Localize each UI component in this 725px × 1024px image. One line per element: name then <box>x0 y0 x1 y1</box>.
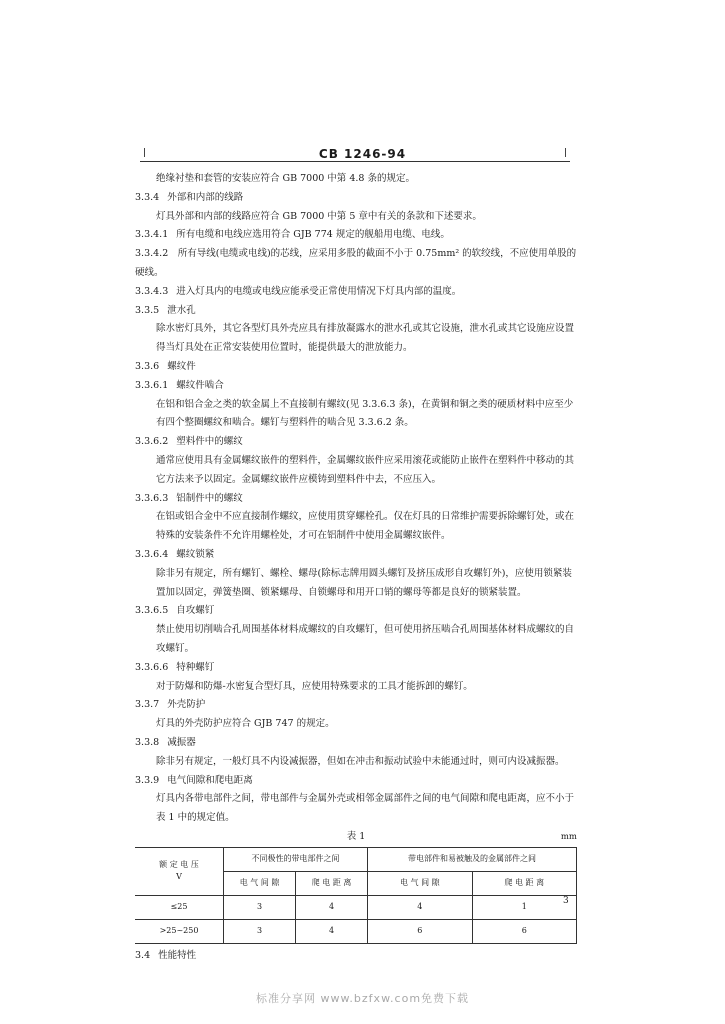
value-cell: 6 <box>472 919 576 943</box>
paragraph: 除水密灯具外，其它各型灯具外壳应具有排放凝露水的泄水孔或其它设施，泄水孔或其它设施应设置得当灯具处在正常安装使用位置时，能提供最大的泄放能力。 <box>156 323 575 354</box>
section-title: 减振器 <box>167 736 196 748</box>
paragraph: 对于防爆和防爆-水密复合型灯具，应使用特殊要求的工具才能拆卸的螺钉。 <box>156 680 473 692</box>
section-number: 3.3.6.2 <box>135 436 169 448</box>
section-heading <box>135 377 577 396</box>
section-heading <box>135 772 577 791</box>
text-lines <box>135 170 577 828</box>
header-tick-mark <box>144 148 145 157</box>
header-rule <box>140 161 570 162</box>
value-cell: 6 <box>368 919 472 943</box>
paragraph: 灯具的外壳防护应符合 GJB 747 的规定。 <box>156 718 335 730</box>
section-title: 螺纹锁紧 <box>176 548 215 560</box>
voltage-cell: >25~250 <box>135 919 224 943</box>
section-heading <box>135 659 577 678</box>
section-title: 所有电缆和电线应选用符合 GJB 774 规定的舰船用电缆、电线。 <box>176 229 450 241</box>
value-cell: 4 <box>296 919 368 943</box>
site-watermark: 标准分享网 www.bzfxw.com免费下载 <box>255 992 470 1005</box>
table-unit: mm <box>560 831 577 842</box>
paragraph: 在铝和铝合金之类的软金属上不直接制有螺纹(见 3.3.6.3 条)，在黄铜和铜之类的硬质材料中应至少有四个整圈螺纹和啮合。螺钉与塑料件的啮合见 3.3.6.2 条。 <box>156 398 574 429</box>
section-heading <box>135 734 577 753</box>
paragraph: 禁止使用切削啮合孔周围基体材料成螺纹的自攻螺钉，但可使用挤压啮合孔周围基体材料成螺纹的自攻螺钉。 <box>156 624 575 654</box>
table-row <box>135 919 577 943</box>
section-heading <box>135 226 577 245</box>
section-heading <box>135 696 577 715</box>
section-number: 3.3.6.4 <box>135 548 169 560</box>
paragraph: 3.3.4.2 所有导线(电缆或电线)的芯线，应采用多股的截面不小于 0.75mm² 的软绞线，不应使用单股的硬线。 <box>135 248 577 278</box>
section-number: 3.4 <box>135 949 151 961</box>
section-number: 3.3.5 <box>135 304 160 316</box>
subheader-cell: 电 气 间 隙 <box>368 871 472 895</box>
section-heading <box>135 302 577 321</box>
section-title: 螺纹件啮合 <box>176 379 224 391</box>
section-number: 3.3.6.5 <box>135 605 169 617</box>
section-number: 3.3.6 <box>135 360 160 372</box>
section-number: 3.3.9 <box>135 774 160 786</box>
section-number: 3.3.8 <box>135 736 160 748</box>
table-title: 表 1 <box>346 830 366 842</box>
section-number: 3.3.4 <box>135 191 160 203</box>
section-title: 进入灯具内的电缆或电线应能承受正常使用情况下灯具内部的温度。 <box>176 285 462 297</box>
header-tick-mark <box>565 148 566 157</box>
paragraph: 绝缘衬垫和套管的安装应符合 GB 7000 中第 4.8 条的规定。 <box>156 173 415 184</box>
section-number: 3.3.4.3 <box>135 285 169 297</box>
paragraph: 灯具外部和内部的线路应符合 GB 7000 中第 5 章中有关的条款和下述要求。 <box>156 210 482 222</box>
paragraph: 除非另有规定，所有螺钉、螺栓、螺母(除标志牌用圆头螺钉及挤压成形自攻螺钉外)，应使用锁紧装置加以固定，弹簧垫圈、锁紧螺母、自锁螺母和用开口销的螺母等都是良好的锁紧装置。 <box>156 567 572 598</box>
paragraph: 除非另有规定，一般灯具不内设减振器，但如在冲击和振动试验中未能通过时，则可内设减振器。 <box>156 755 565 767</box>
value-cell: 4 <box>296 895 368 919</box>
section-title: 铝制件中的螺纹 <box>176 492 243 504</box>
table-caption <box>135 828 577 847</box>
section-heading <box>135 433 577 452</box>
section-title: 泄水孔 <box>167 304 196 316</box>
section-heading <box>135 602 577 621</box>
body-content <box>135 170 577 966</box>
rated-voltage-unit: V <box>176 872 182 882</box>
subheader-cell: 爬 电 距 离 <box>296 871 368 895</box>
section-title: 自攻螺钉 <box>176 605 215 617</box>
value-cell: 4 <box>368 895 472 919</box>
subheader-cell: 电 气 间 隙 <box>224 871 296 895</box>
section-heading <box>135 490 577 509</box>
rated-voltage-label: 额 定 电 压 <box>159 860 199 870</box>
section-title: 电气间隙和爬电距离 <box>167 774 253 786</box>
section-title: 性能特性 <box>158 949 197 961</box>
table-row <box>135 895 577 919</box>
group2-header: 带电部件和易被触及的金属部件之间 <box>368 847 577 871</box>
clearance-table <box>135 847 577 944</box>
section-number: 3.3.6.6 <box>135 661 169 673</box>
table-header-row <box>135 847 577 871</box>
value-cell: 3 <box>224 895 296 919</box>
section-number: 3.3.6.3 <box>135 492 169 504</box>
section-heading-3-4 <box>135 947 577 966</box>
voltage-cell: ≤25 <box>135 895 224 919</box>
section-title: 塑料件中的螺纹 <box>176 436 243 448</box>
group1-header: 不同极性的带电部件之间 <box>224 847 368 871</box>
section-number: 3.3.4.1 <box>135 229 169 241</box>
rated-voltage-header <box>135 847 224 895</box>
section-number: 3.3.7 <box>135 699 160 711</box>
section-heading <box>135 546 577 565</box>
section-heading <box>135 283 577 302</box>
paragraph: 在铝或铝合金中不应直接制作螺纹，应使用贯穿螺栓孔。仅在灯具的日常维护需要拆除螺钉处，或在特殊的安装条件不允许用螺栓处，才可在铝制件中使用金属螺纹嵌件。 <box>156 511 575 542</box>
section-heading <box>135 358 577 377</box>
subheader-cell: 爬 电 距 离 <box>472 871 576 895</box>
section-title: 外部和内部的线路 <box>167 191 244 203</box>
value-cell: 1 <box>472 895 576 919</box>
paragraph: 灯具内各带电部件之间，带电部件与金属外壳或相邻金属部件之间的电气间隙和爬电距离，应不小于表 1 中的规定值。 <box>156 793 575 824</box>
paragraph: 通常应使用具有金属螺纹嵌件的塑料件，金属螺纹嵌件应采用滚花或能防止嵌件在塑料件中移动的其它方法来予以固定。金属螺纹嵌件应模铸到塑料件中去，不应压入。 <box>156 454 575 485</box>
section-heading <box>135 189 577 208</box>
section-title: 外壳防护 <box>167 699 206 711</box>
section-number: 3.3.6.1 <box>135 379 169 391</box>
section-title: 特种螺钉 <box>176 661 215 673</box>
standard-number-header: CB 1246-94 <box>318 147 407 161</box>
section-title: 螺纹件 <box>167 360 196 372</box>
page-number: 3 <box>563 896 569 906</box>
value-cell: 3 <box>224 919 296 943</box>
